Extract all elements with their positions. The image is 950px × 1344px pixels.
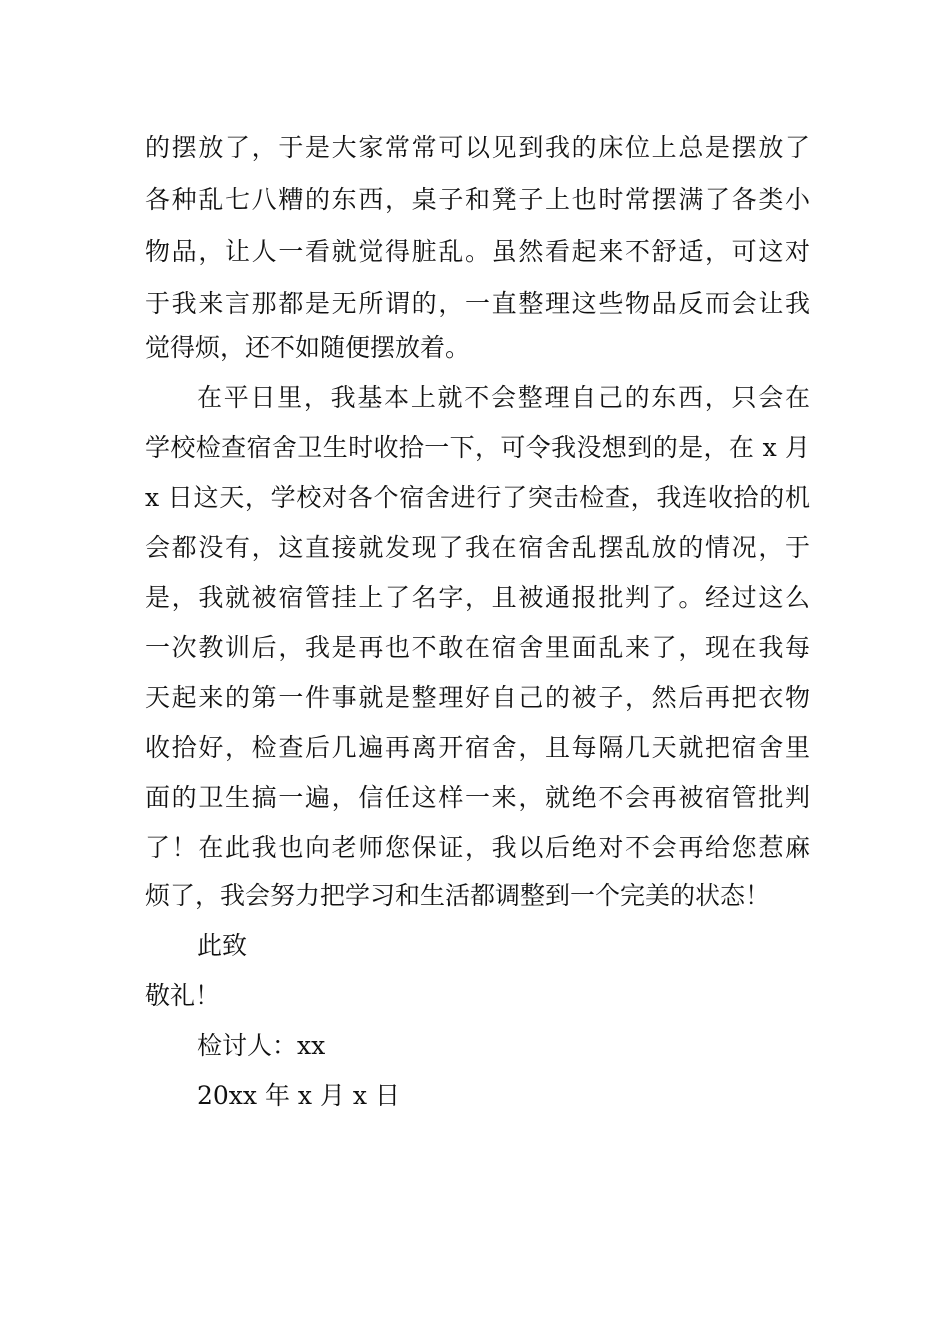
paragraph-2-line-11: 烦了，我会努力把学习和生活都调整到一个完美的状态！ — [145, 881, 771, 910]
paragraph-2-line-2: 学校检查宿舍卫生时收拾一下，可令我没想到的是，在 x 月 — [145, 433, 810, 462]
closing-regards: 敬礼！ — [145, 981, 221, 1010]
closing-salutation: 此致 — [197, 931, 248, 960]
paragraph-2-line-9: 面的卫生搞一遍，信任这样一来，就绝不会再被宿管批判 — [145, 783, 810, 812]
paragraph-2-line-10: 了！在此我也向老师您保证，我以后绝对不会再给您惹麻 — [145, 833, 810, 862]
paragraph-2-line-1: 在平日里，我基本上就不会整理自己的东西，只会在 — [197, 383, 810, 412]
paragraph-2-line-8: 收拾好，检查后几遍再离开宿舍，且每隔几天就把宿舍里 — [145, 733, 810, 762]
paragraph-1-line-2: 各种乱七八糟的东西，桌子和凳子上也时常摆满了各类小 — [145, 185, 810, 214]
paragraph-1-line-4: 于我来言那都是无所谓的，一直整理这些物品反而会让我 — [145, 289, 810, 318]
date-line: 20xx 年 x 月 x 日 — [197, 1081, 400, 1110]
paragraph-2-line-6: 一次教训后，我是再也不敢在宿舍里面乱来了，现在我每 — [145, 633, 810, 662]
paragraph-2-line-4: 会都没有，这直接就发现了我在宿舍乱摆乱放的情况，于 — [145, 533, 810, 562]
signature-line: 检讨人：xx — [197, 1031, 326, 1060]
paragraph-2-line-7: 天起来的第一件事就是整理好自己的被子，然后再把衣物 — [145, 683, 810, 712]
paragraph-2-line-5: 是，我就被宿管挂上了名字，且被通报批判了。经过这么 — [145, 583, 810, 612]
paragraph-1-line-3: 物品，让人一看就觉得脏乱。虽然看起来不舒适，可这对 — [145, 237, 810, 266]
paragraph-1-line-5: 觉得烦，还不如随便摆放着。 — [145, 333, 471, 362]
paragraph-1-line-1: 的摆放了，于是大家常常可以见到我的床位上总是摆放了 — [145, 133, 810, 162]
paragraph-2-line-3: x 日这天，学校对各个宿舍进行了突击检查，我连收拾的机 — [145, 483, 810, 512]
